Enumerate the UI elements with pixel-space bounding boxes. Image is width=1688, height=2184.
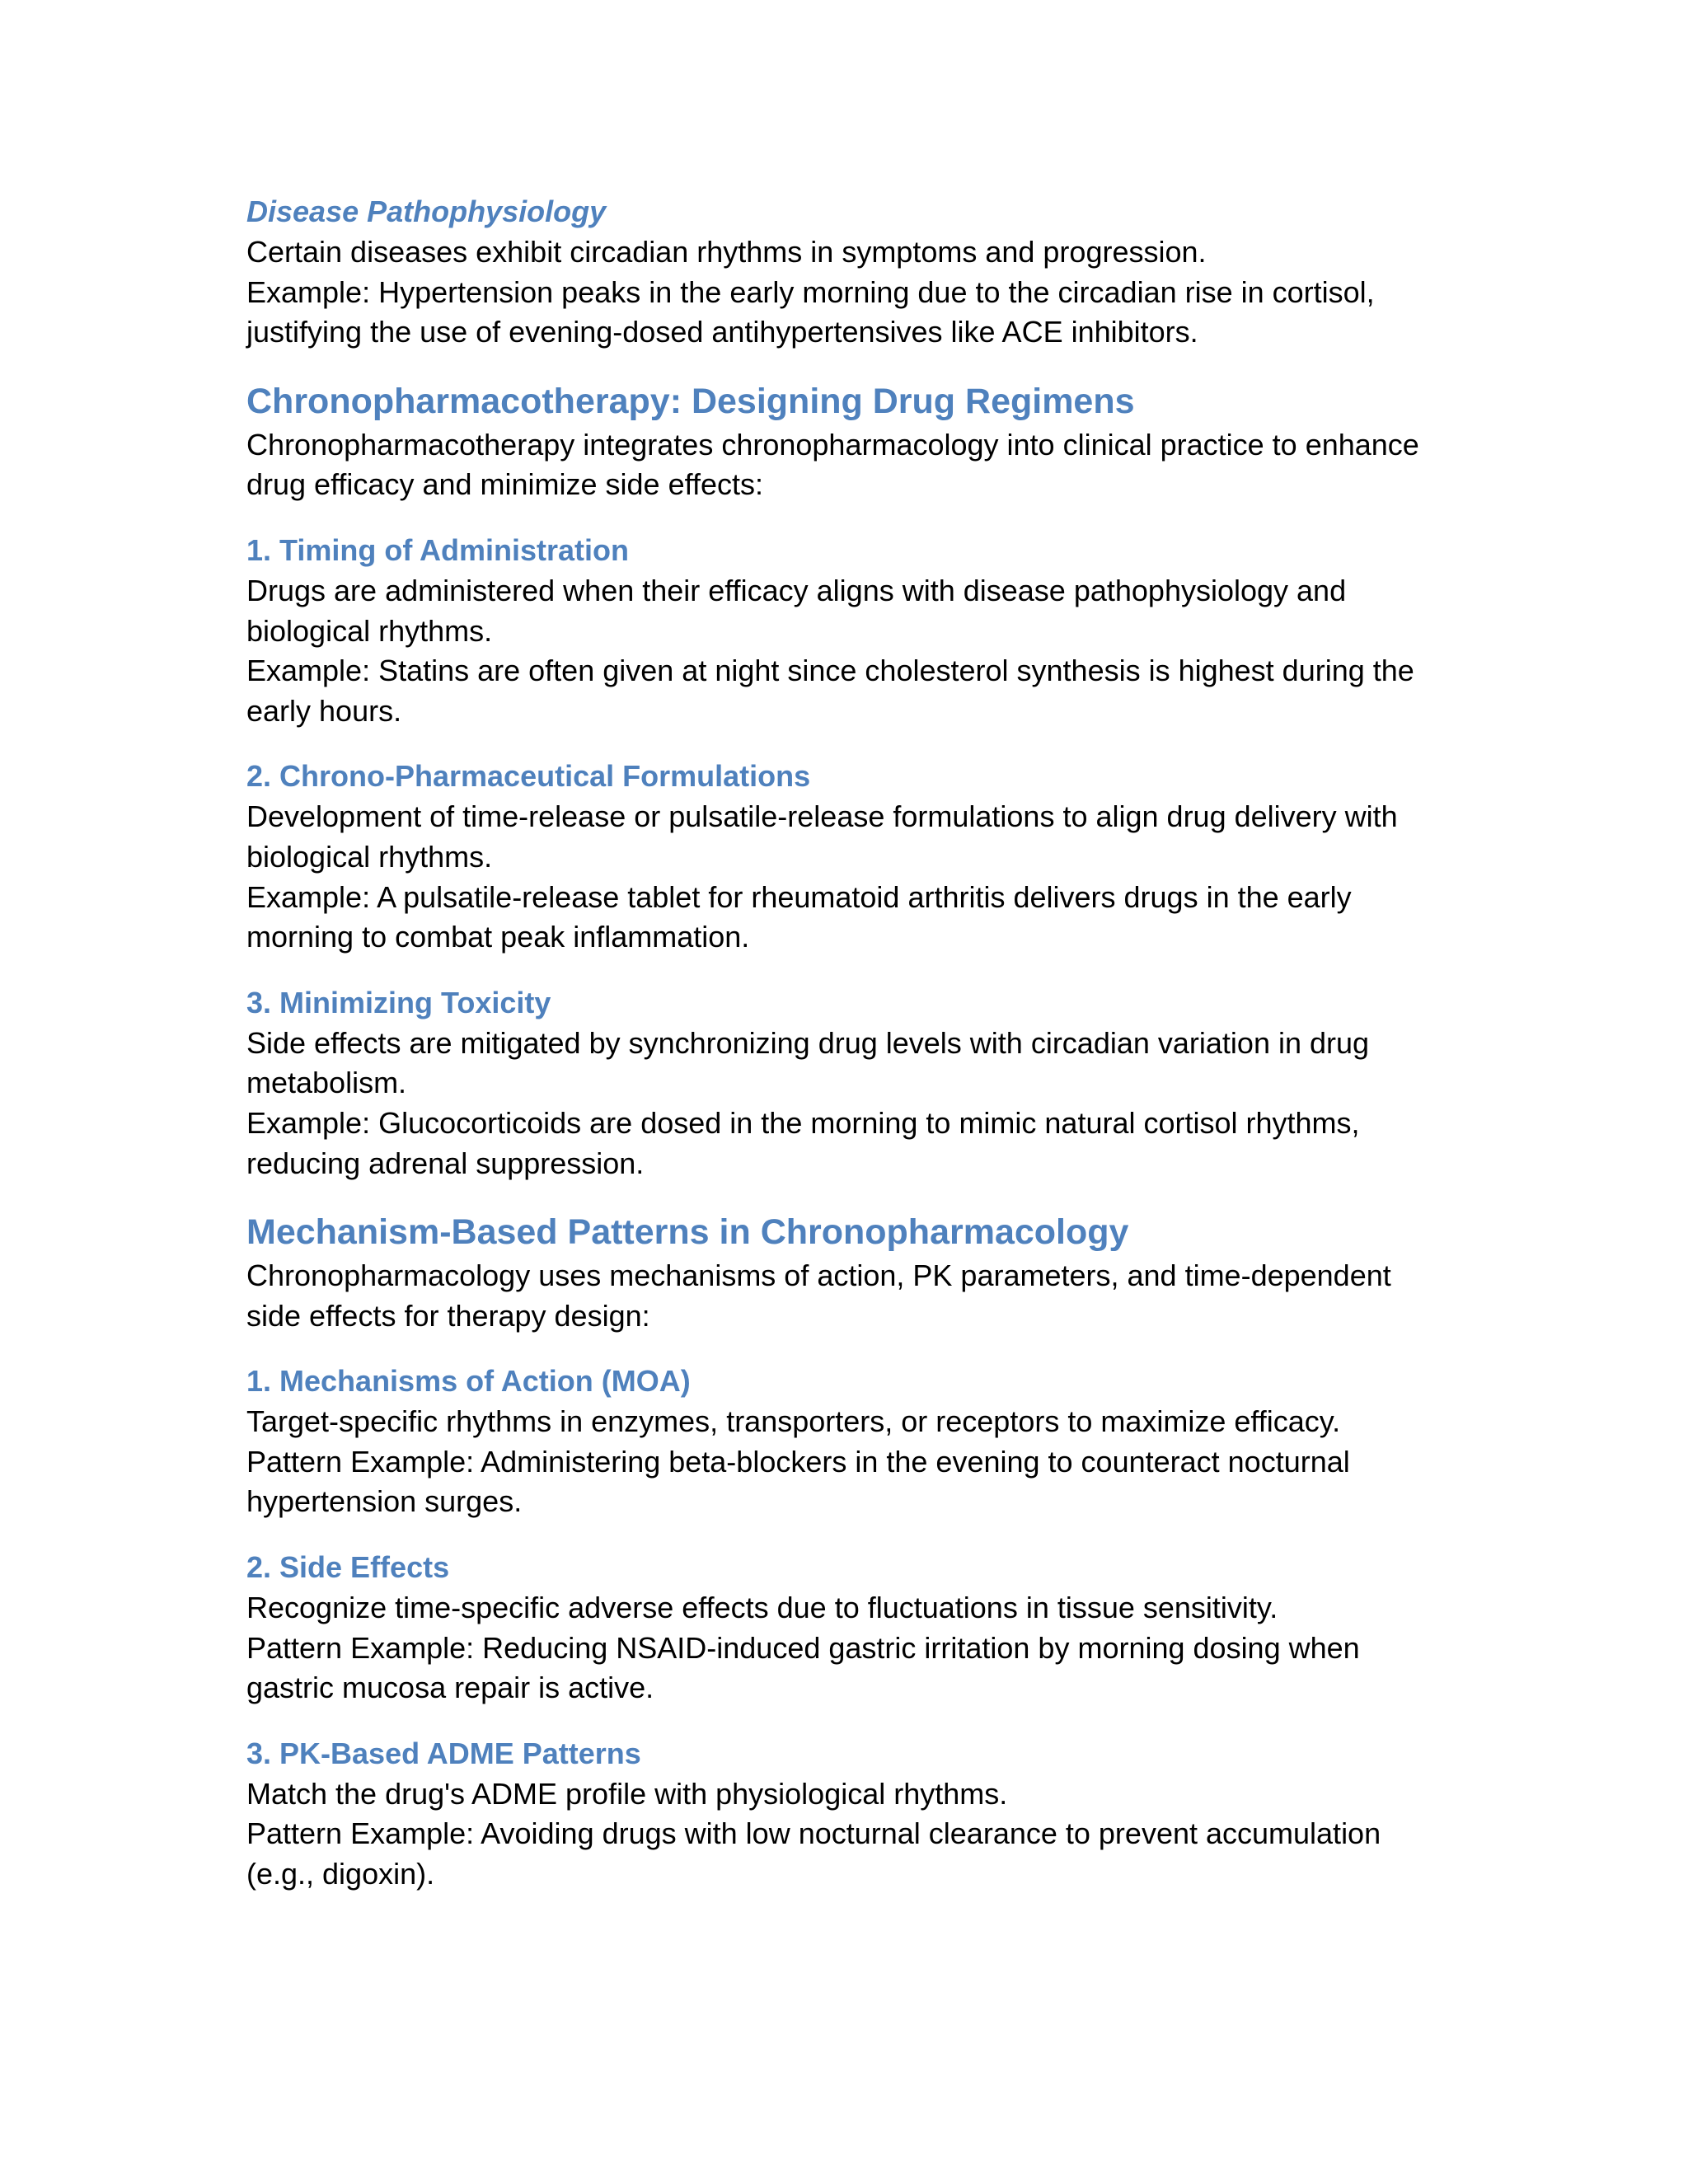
side-effects-text: Recognize time-specific adverse effects due to fluctuations in tissue sensitivity. [246,1591,1278,1625]
minimizing-toxicity-heading: 3. Minimizing Toxicity [246,985,551,1019]
timing-of-administration-heading: 1. Timing of Administration [246,532,630,567]
mechanisms-of-action-text: Target-specific rhythms in enzymes, transporters, or receptors to maximize efficacy. [246,1404,1341,1439]
chrono-pharmaceutical-formulations-heading: 2. Chrono-Pharmaceutical Formulations [246,759,811,794]
document-body [246,191,1450,1895]
pk-based-adme-patterns-example: Pattern Example: Avoiding drugs with low nocturnal clearance to prevent accumulation (e.g., digoxin). [246,1816,1381,1891]
timing-of-administration-text: Drugs are administered when their efficacy aligns with disease pathophysiology and biological rhythms. [246,573,1347,648]
side-effects-example: Pattern Example: Reducing NSAID-induced gastric irritation by morning dosing when gastric mucosa repair is active. [246,1630,1360,1705]
chrono-pharmaceutical-formulations-text: Development of time-release or pulsatile-release formulations to align drug delivery with biological rhythms. [246,799,1398,874]
minimizing-toxicity-example: Example: Glucocorticoids are dosed in the morning to mimic natural cortisol rhythms, reducing adrenal suppression. [246,1105,1360,1180]
disease-pathophysiology-example: Example: Hypertension peaks in the early morning due to the circadian rise in cortisol, justifying the use of evening-dosed antihypertensives like ACE inhibitors. [246,274,1375,349]
timing-of-administration-example: Example: Statins are often given at night since cholesterol synthesis is highest during the early hours. [246,654,1414,728]
chronopharmacotherapy-heading: Chronopharmacotherapy: Designing Drug Regimens [246,381,1135,421]
chrono-pharmaceutical-formulations-example: Example: A pulsatile-release tablet for rheumatoid arthritis delivers drugs in the early morning to combat peak inflammation. [246,879,1352,954]
mechanism-based-patterns-heading: Mechanism-Based Patterns in Chronopharmacology [246,1212,1129,1253]
mechanism-based-patterns-intro: Chronopharmacology uses mechanisms of action, PK parameters, and time-dependent side effects for therapy design: [246,1258,1391,1333]
pk-based-adme-patterns-text: Match the drug's ADME profile with physiological rhythms. [246,1776,1008,1811]
chronopharmacotherapy-intro: Chronopharmacotherapy integrates chronopharmacology into clinical practice to enhance drug efficacy and minimize side effects: [246,427,1419,502]
mechanisms-of-action-example: Pattern Example: Administering beta-blockers in the evening to counteract nocturnal hypertension surges. [246,1444,1350,1519]
disease-pathophysiology-text: Certain diseases exhibit circadian rhythms in symptoms and progression. [246,235,1207,269]
disease-pathophysiology-heading: Disease Pathophysiology [246,194,607,228]
side-effects-heading: 2. Side Effects [246,1550,450,1585]
minimizing-toxicity-text: Side effects are mitigated by synchronizing drug levels with circadian variation in drug metabolism. [246,1025,1370,1100]
pk-based-adme-patterns-heading: 3. PK-Based ADME Patterns [246,1736,641,1770]
mechanisms-of-action-heading: 1. Mechanisms of Action (MOA) [246,1364,691,1399]
